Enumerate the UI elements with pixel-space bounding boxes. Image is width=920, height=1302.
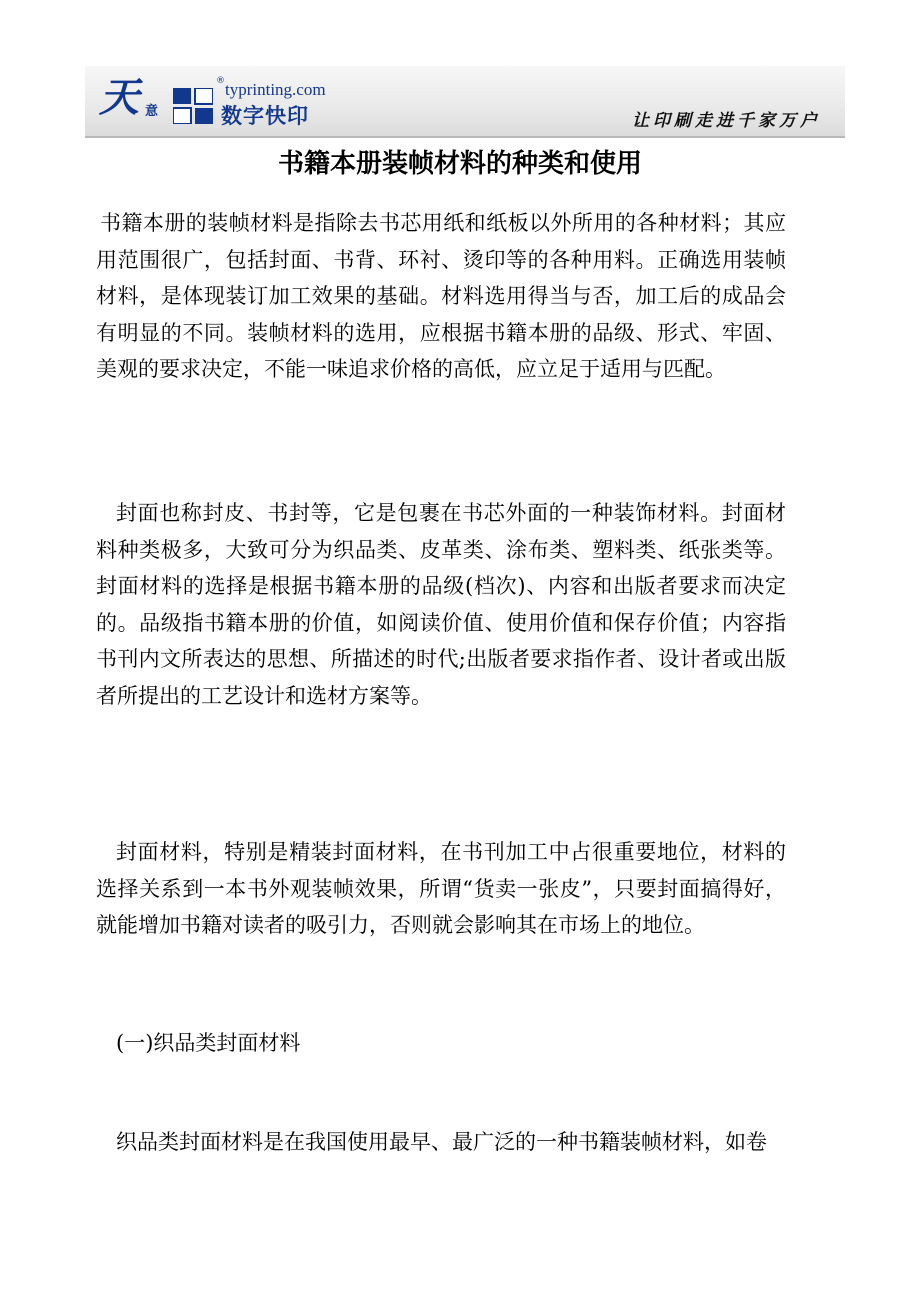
paragraph-textile: 织品类封面材料是在我国使用最早、最广泛的一种书籍装帧材料，如卷 — [116, 1130, 767, 1154]
logo-tian-glyph: 天 — [99, 74, 139, 121]
header-banner — [85, 66, 845, 138]
paragraph-intro: 书籍本册的装帧材料是指除去书芯用纸和纸板以外所用的各种材料；其应用范围很广，包括封面、书背、环衬、烫印等的各种用料。正确选用装帧材料，是体现装订加工效果的基础。材料选用得当与否，加工后的成品会有明显的不同。装帧材料的选用，应根据书籍本册的品级、形式、牢固、美观的要求决定，不能一味追求价格的高低，应立足于适用与匹配。 — [96, 211, 786, 381]
logo-yi-glyph: 意 — [145, 104, 159, 119]
registered-mark: ® — [216, 76, 225, 86]
logo-squares-icon — [173, 88, 213, 124]
paragraph-cover-importance: 封面材料，特别是精装封面材料，在书刊加工中占很重要地位，材料的选择关系到一本书外观装帧效果，所谓“货卖一张皮”，只要封面搞得好，就能增加书籍对读者的吸引力，否则就会影响其在市场上的地位。 — [96, 840, 786, 937]
document-title: 书籍本册装帧材料的种类和使用 — [277, 149, 642, 179]
logo-domain: typrinting.com — [225, 80, 326, 99]
header-slogan: 让印刷走进千家万户 — [632, 111, 821, 131]
paragraph-cover-definition: 封面也称封皮、书封等，它是包裹在书芯外面的一种装饰材料。封面材料种类极多，大致可分为织品类、皮革类、涂布类、塑料类、纸张类等。封面材料的选择是根据书籍本册的品级(档次)、内容和出版者要求而决定的。品级指书籍本册的价值，如阅读价值、使用价值和保存价值；内容指书刊内文所表达的思想、所描述的时代;出版者要求指作者、设计者或出版者所提出的工艺设计和选材方案等。 — [96, 501, 786, 708]
section-heading-textile: (一)织品类封面材料 — [116, 1031, 301, 1055]
logo-brand: 数字快印 — [221, 104, 309, 128]
